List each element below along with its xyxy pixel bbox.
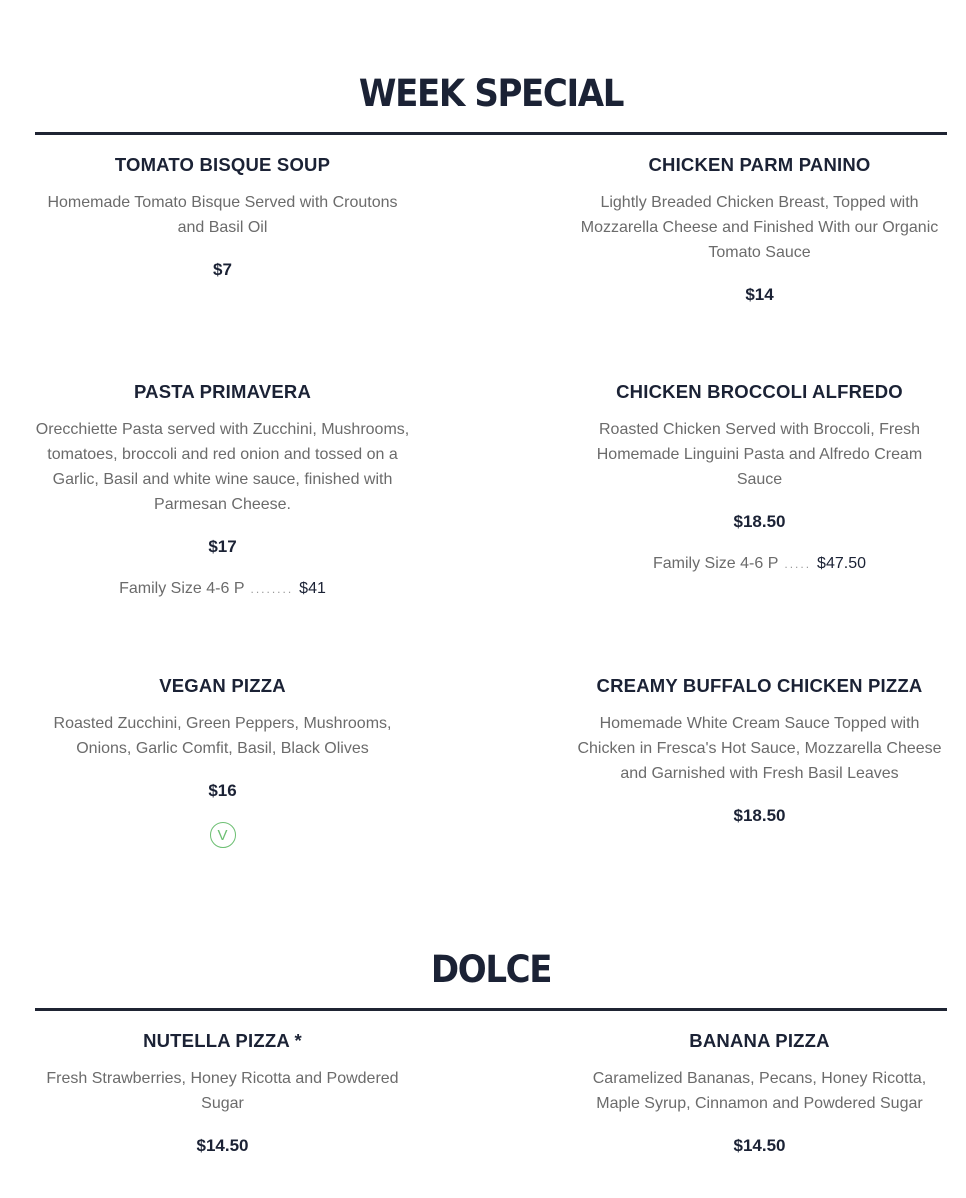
item-description: Homemade White Cream Sauce Topped with Chicken in Fresca's Hot Sauce, Mozzarella Cheese and Garnished with Fresh Basil Leaves bbox=[577, 715, 942, 782]
menu-item bbox=[35, 153, 410, 280]
item-description: Homemade Tomato Bisque Served with Croutons and Basil Oil bbox=[47, 194, 398, 236]
item-price: $18.50 bbox=[733, 806, 786, 825]
menu-item bbox=[572, 674, 947, 826]
item-name: CHICKEN PARM PANINO bbox=[648, 154, 871, 175]
item-name: NUTELLA PIZZA * bbox=[143, 1030, 302, 1051]
item-name: CREAMY BUFFALO CHICKEN PIZZA bbox=[596, 675, 923, 696]
item-price: $14.50 bbox=[196, 1136, 249, 1155]
item-price: $17 bbox=[208, 537, 237, 556]
section-title-week-special: WEEK SPECIAL bbox=[358, 72, 624, 115]
family-size-price: $41 bbox=[299, 580, 326, 597]
item-name: CHICKEN BROCCOLI ALFREDO bbox=[616, 381, 903, 402]
item-description: Roasted Zucchini, Green Peppers, Mushrooms, Onions, Garlic Comfit, Basil, Black Olives bbox=[53, 715, 392, 757]
menu-item bbox=[572, 380, 947, 574]
menu-item bbox=[572, 153, 947, 305]
menu-item bbox=[35, 674, 410, 848]
item-price: $14.50 bbox=[733, 1136, 786, 1155]
family-size-label: Family Size 4-6 P bbox=[119, 580, 245, 597]
item-price: $14 bbox=[745, 285, 774, 304]
item-description: Orecchiette Pasta served with Zucchini, Mushrooms, tomatoes, broccoli and red onion and tossed on a Garlic, Basil and white wine sauce, finished with Parmesan Cheese. bbox=[35, 421, 410, 513]
item-description: Fresh Strawberries, Honey Ricotta and Powdered Sugar bbox=[46, 1070, 399, 1112]
menu-item bbox=[35, 380, 410, 599]
family-size-label: Family Size 4-6 P bbox=[653, 555, 779, 572]
item-name: TOMATO BISQUE SOUP bbox=[114, 154, 331, 175]
item-name: PASTA PRIMAVERA bbox=[133, 381, 312, 402]
vegan-icon: V bbox=[210, 822, 236, 848]
family-size-option bbox=[572, 554, 947, 574]
item-price: $7 bbox=[213, 260, 232, 279]
item-name: BANANA PIZZA bbox=[689, 1030, 830, 1051]
item-description: Caramelized Bananas, Pecans, Honey Ricotta, Maple Syrup, Cinnamon and Powdered Sugar bbox=[592, 1070, 927, 1112]
menu-item bbox=[572, 1029, 947, 1156]
menu-item bbox=[35, 1029, 410, 1156]
item-price: $18.50 bbox=[733, 512, 786, 531]
section-divider bbox=[35, 132, 947, 135]
item-price: $16 bbox=[208, 781, 237, 800]
section-divider bbox=[35, 1008, 947, 1011]
dot-leader: ........ bbox=[250, 582, 294, 596]
item-description: Roasted Chicken Served with Broccoli, Fresh Homemade Linguini Pasta and Alfredo Cream Sauce bbox=[596, 421, 923, 488]
dot-leader: ..... bbox=[784, 557, 812, 571]
family-size-price: $47.50 bbox=[817, 555, 866, 572]
item-name: VEGAN PIZZA bbox=[159, 675, 286, 696]
section-title-dolce: DOLCE bbox=[430, 948, 552, 991]
family-size-option bbox=[35, 579, 410, 599]
item-description: Lightly Breaded Chicken Breast, Topped with Mozzarella Cheese and Finished With our Organic Tomato Sauce bbox=[580, 194, 939, 261]
